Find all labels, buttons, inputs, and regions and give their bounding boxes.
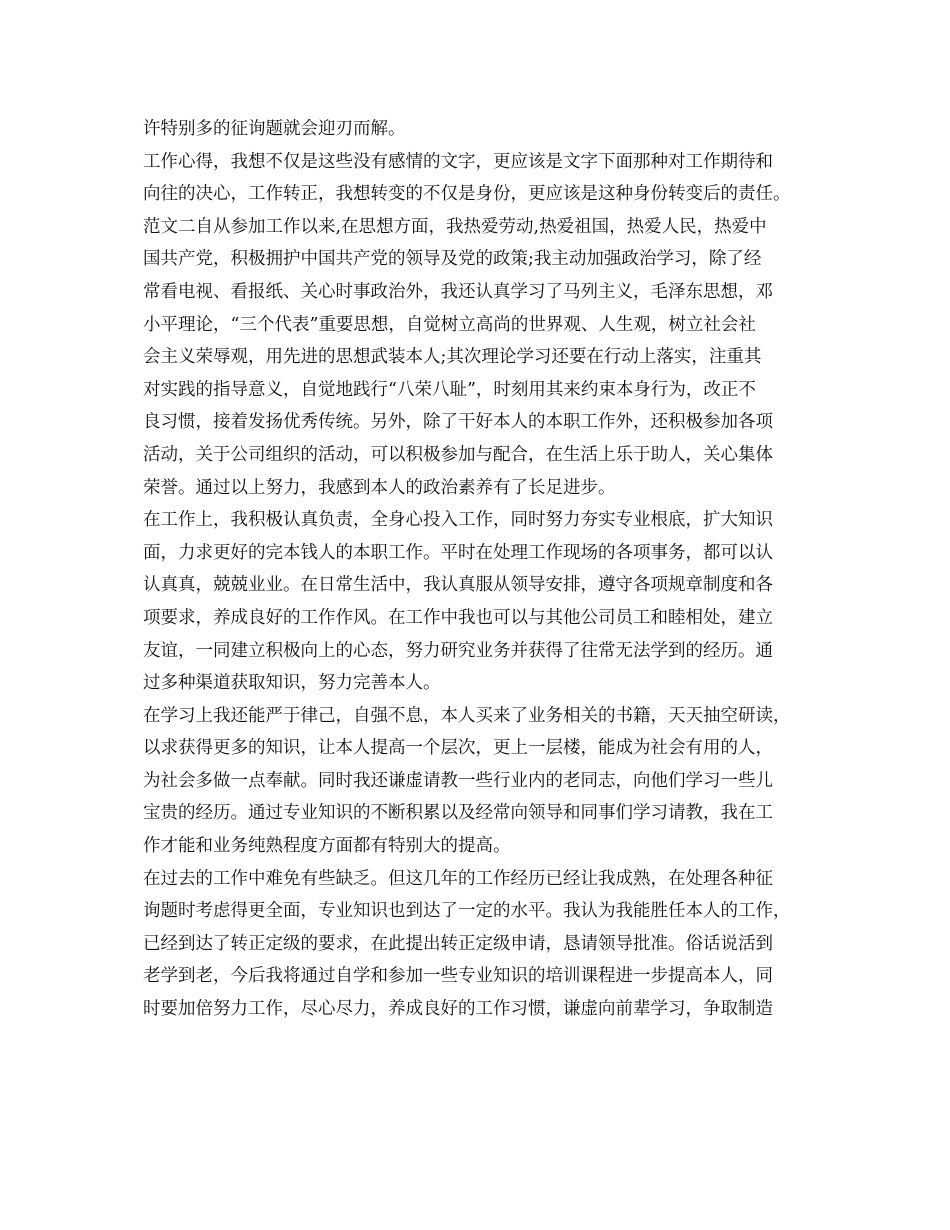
text-line: 常看电视、看报纸、关心时事政治外，我还认真学习了马列主义，毛泽东思想，邓 <box>143 281 773 302</box>
text-line: 作才能和业务纯熟程度方面都有特别大的提高。 <box>143 836 511 857</box>
text-line: 面，力求更好的完本钱人的本职工作。平时在处理工作现场的各项事务，都可以认 <box>143 542 773 563</box>
text-line: 已经到达了转正定级的要求，在此提出转正定级申请，恳请领导批准。俗话说活到 <box>143 933 773 954</box>
text-line: 向往的决心，工作转正，我想转变的不仅是身份，更应该是这种身份转变后的责任。 <box>143 184 791 205</box>
text-line: 对实践的指导意义，自觉地践行“八荣八耻”，时刻用其来约束本身行为，改正不 <box>143 379 756 400</box>
document-body <box>143 113 833 1026</box>
text-line: 宝贵的经历。通过专业知识的不断积累以及经常向领导和同事们学习请教，我在工 <box>143 803 773 824</box>
text-line: 在工作上，我积极认真负责，全身心投入工作，同时努力夯实专业根底，扩大知识 <box>143 510 773 531</box>
text-line: 以求获得更多的知识，让本人提高一个层次，更上一层楼，能成为社会有用的人， <box>143 738 773 759</box>
text-line: 认真真，兢兢业业。在日常生活中，我认真服从领导安排，遵守各项规章制度和各 <box>143 575 773 596</box>
text-line: 为社会多做一点奉献。同时我还谦虚请教一些行业内的老同志，向他们学习一些儿 <box>143 770 773 791</box>
text-line: 询题时考虑得更全面，专业知识也到达了一定的水平。我认为我能胜任本人的工作， <box>143 901 791 922</box>
text-line: 工作心得，我想不仅是这些没有感情的文字，更应该是文字下面那种对工作期待和 <box>143 151 773 172</box>
text-line: 友谊，一同建立积极向上的心态，努力研究业务并获得了往常无法学到的经历。通 <box>143 640 773 661</box>
text-line: 荣誉。通过以上努力，我感到本人的政治素养有了长足进步。 <box>143 477 616 498</box>
text-line: 活动，关于公司组织的活动，可以积极参加与配合，在生活上乐于助人，关心集体 <box>143 444 773 465</box>
text-line: 国共产党，积极拥护中国共产党的领导及党的政策;我主动加强政治学习，除了经 <box>143 249 762 270</box>
text-line: 时要加倍努力工作，尽心尽力，养成良好的工作习惯，谦虚向前辈学习，争取制造 <box>143 999 773 1020</box>
text-line: 良习惯，接着发扬优秀传统。另外，除了干好本人的本职工作外，还积极参加各项 <box>143 412 773 433</box>
text-line: 在过去的工作中难免有些缺乏。但这几年的工作经历已经让我成熟，在处理各种征 <box>143 868 773 889</box>
text-line: 在学习上我还能严于律己，自强不息，本人买来了业务相关的书籍，天天抽空研读， <box>143 705 791 726</box>
text-line: 范文二自从参加工作以来,在思想方面，我热爱劳动,热爱祖国，热爱人民，热爱中 <box>143 216 767 237</box>
text-line: 老学到老，今后我将通过自学和参加一些专业知识的培训课程进一步提高本人，同 <box>143 966 773 987</box>
text-line: 过多种渠道获取知识，努力完善本人。 <box>143 673 441 694</box>
text-line: 项要求，养成良好的工作作风。在工作中我也可以与其他公司员工和睦相处，建立 <box>143 607 773 628</box>
text-line: 小平理论，“三个代表”重要思想，自觉树立高尚的世界观、人生观，树立社会社 <box>143 314 756 335</box>
text-line: 会主义荣辱观，用先进的思想武装本人;其次理论学习还要在行动上落实，注重其 <box>143 347 762 368</box>
text-line: 许特别多的征询题就会迎刃而解。 <box>143 119 406 139</box>
